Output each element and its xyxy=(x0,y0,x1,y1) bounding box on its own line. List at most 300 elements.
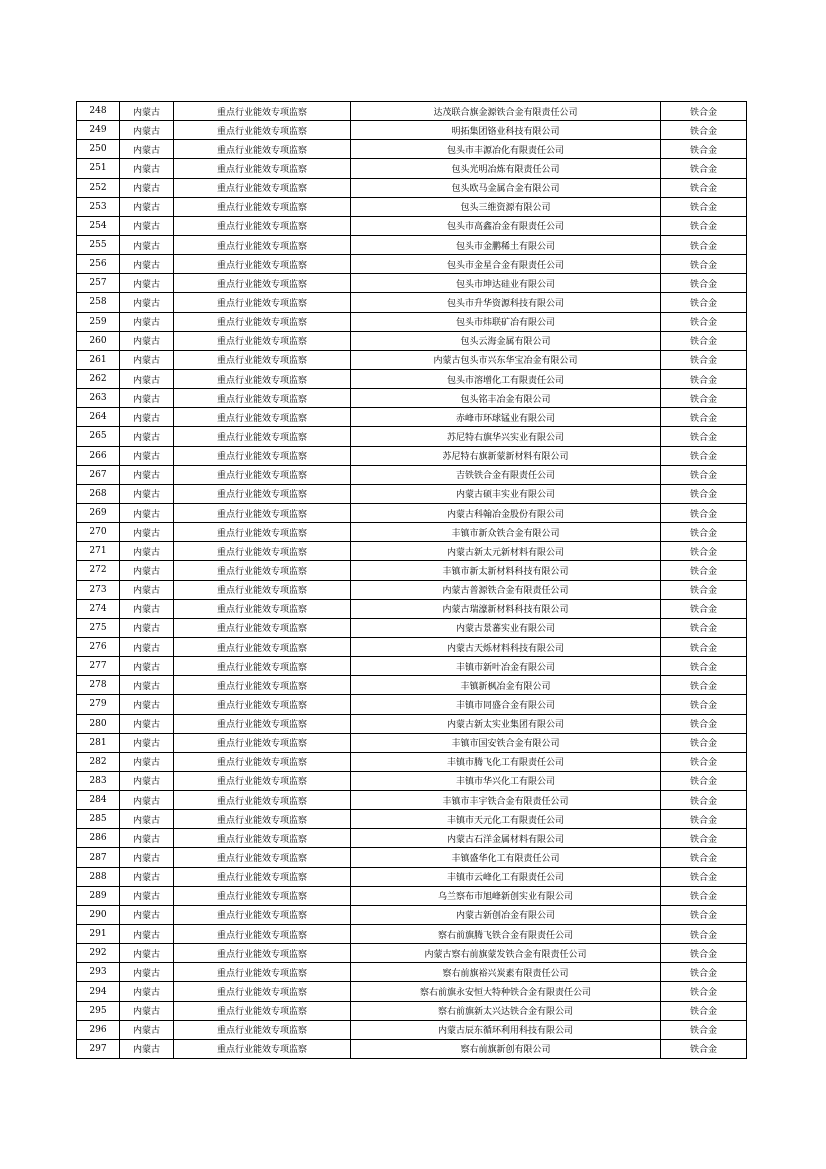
table-row xyxy=(77,102,747,121)
row-number: 293 xyxy=(77,963,120,982)
table-row xyxy=(77,657,747,676)
row-number: 295 xyxy=(77,1001,120,1020)
table-row xyxy=(77,676,747,695)
company-cell: 包头光明冶炼有限责任公司 xyxy=(351,159,661,178)
table-row xyxy=(77,963,747,982)
company-cell: 包头市高鑫冶金有限责任公司 xyxy=(351,216,661,235)
task-cell: 重点行业能效专项监察 xyxy=(174,255,351,274)
industry-cell: 铁合金 xyxy=(661,255,747,274)
region-cell: 内蒙古 xyxy=(120,542,174,561)
industry-cell: 铁合金 xyxy=(661,427,747,446)
industry-cell: 铁合金 xyxy=(661,695,747,714)
row-number: 271 xyxy=(77,542,120,561)
table-row xyxy=(77,848,747,867)
industry-cell: 铁合金 xyxy=(661,369,747,388)
task-cell: 重点行业能效专项监察 xyxy=(174,752,351,771)
table-row xyxy=(77,810,747,829)
industry-cell: 铁合金 xyxy=(661,886,747,905)
task-cell: 重点行业能效专项监察 xyxy=(174,886,351,905)
company-cell: 察右前旗裕兴炭素有限责任公司 xyxy=(351,963,661,982)
task-cell: 重点行业能效专项监察 xyxy=(174,1001,351,1020)
task-cell: 重点行业能效专项监察 xyxy=(174,561,351,580)
row-number: 279 xyxy=(77,695,120,714)
task-cell: 重点行业能效专项监察 xyxy=(174,580,351,599)
region-cell: 内蒙古 xyxy=(120,752,174,771)
region-cell: 内蒙古 xyxy=(120,771,174,790)
row-number: 268 xyxy=(77,484,120,503)
industry-cell: 铁合金 xyxy=(661,542,747,561)
company-cell: 包头欧马金属合金有限公司 xyxy=(351,178,661,197)
row-number: 266 xyxy=(77,446,120,465)
industry-cell: 铁合金 xyxy=(661,274,747,293)
table-row xyxy=(77,312,747,331)
industry-cell: 铁合金 xyxy=(661,331,747,350)
row-number: 284 xyxy=(77,791,120,810)
task-cell: 重点行业能效专项监察 xyxy=(174,905,351,924)
region-cell: 内蒙古 xyxy=(120,848,174,867)
company-cell: 丰镇市丰宇铁合金有限责任公司 xyxy=(351,791,661,810)
company-cell: 包头市升华资源科技有限公司 xyxy=(351,293,661,312)
row-number: 288 xyxy=(77,867,120,886)
row-number: 285 xyxy=(77,810,120,829)
row-number: 263 xyxy=(77,389,120,408)
table-row xyxy=(77,829,747,848)
region-cell: 内蒙古 xyxy=(120,484,174,503)
region-cell: 内蒙古 xyxy=(120,255,174,274)
industry-cell: 铁合金 xyxy=(661,848,747,867)
company-cell: 丰镇市云峰化工有限责任公司 xyxy=(351,867,661,886)
industry-cell: 铁合金 xyxy=(661,484,747,503)
row-number: 275 xyxy=(77,618,120,637)
task-cell: 重点行业能效专项监察 xyxy=(174,178,351,197)
row-number: 282 xyxy=(77,752,120,771)
industry-cell: 铁合金 xyxy=(661,178,747,197)
region-cell: 内蒙古 xyxy=(120,446,174,465)
region-cell: 内蒙古 xyxy=(120,618,174,637)
row-number: 270 xyxy=(77,523,120,542)
table-row xyxy=(77,1020,747,1039)
company-cell: 丰镇市天元化工有限责任公司 xyxy=(351,810,661,829)
table-row xyxy=(77,771,747,790)
region-cell: 内蒙古 xyxy=(120,178,174,197)
row-number: 256 xyxy=(77,255,120,274)
row-number: 262 xyxy=(77,369,120,388)
table-row xyxy=(77,427,747,446)
company-cell: 丰镇市华兴化工有限公司 xyxy=(351,771,661,790)
region-cell: 内蒙古 xyxy=(120,982,174,1001)
region-cell: 内蒙古 xyxy=(120,235,174,254)
table-row xyxy=(77,274,747,293)
region-cell: 内蒙古 xyxy=(120,197,174,216)
table-row xyxy=(77,293,747,312)
task-cell: 重点行业能效专项监察 xyxy=(174,1020,351,1039)
region-cell: 内蒙古 xyxy=(120,791,174,810)
company-cell: 内蒙古新创冶金有限公司 xyxy=(351,905,661,924)
company-cell: 丰镇市新太新材料科技有限公司 xyxy=(351,561,661,580)
company-cell: 丰镇市同盛合金有限公司 xyxy=(351,695,661,714)
region-cell: 内蒙古 xyxy=(120,369,174,388)
table-row xyxy=(77,982,747,1001)
task-cell: 重点行业能效专项监察 xyxy=(174,216,351,235)
table-row xyxy=(77,235,747,254)
task-cell: 重点行业能效专项监察 xyxy=(174,121,351,140)
row-number: 265 xyxy=(77,427,120,446)
industry-cell: 铁合金 xyxy=(661,944,747,963)
row-number: 276 xyxy=(77,637,120,656)
row-number: 259 xyxy=(77,312,120,331)
task-cell: 重点行业能效专项监察 xyxy=(174,944,351,963)
region-cell: 内蒙古 xyxy=(120,408,174,427)
table-row xyxy=(77,197,747,216)
table-row xyxy=(77,140,747,159)
table-row xyxy=(77,350,747,369)
table-row xyxy=(77,733,747,752)
row-number: 253 xyxy=(77,197,120,216)
region-cell: 内蒙古 xyxy=(120,963,174,982)
table-row xyxy=(77,599,747,618)
industry-cell: 铁合金 xyxy=(661,676,747,695)
table-row xyxy=(77,159,747,178)
table-row xyxy=(77,867,747,886)
industry-cell: 铁合金 xyxy=(661,963,747,982)
task-cell: 重点行业能效专项监察 xyxy=(174,312,351,331)
region-cell: 内蒙古 xyxy=(120,561,174,580)
company-cell: 察右前旗腾飞铁合金有限责任公司 xyxy=(351,925,661,944)
row-number: 292 xyxy=(77,944,120,963)
row-number: 278 xyxy=(77,676,120,695)
region-cell: 内蒙古 xyxy=(120,293,174,312)
row-number: 297 xyxy=(77,1039,120,1058)
company-cell: 包头市坤达硅业有限公司 xyxy=(351,274,661,293)
task-cell: 重点行业能效专项监察 xyxy=(174,618,351,637)
task-cell: 重点行业能效专项监察 xyxy=(174,197,351,216)
industry-cell: 铁合金 xyxy=(661,235,747,254)
row-number: 249 xyxy=(77,121,120,140)
task-cell: 重点行业能效专项监察 xyxy=(174,733,351,752)
company-cell: 丰镇市腾飞化工有限责任公司 xyxy=(351,752,661,771)
task-cell: 重点行业能效专项监察 xyxy=(174,1039,351,1058)
region-cell: 内蒙古 xyxy=(120,1001,174,1020)
row-number: 267 xyxy=(77,465,120,484)
industry-cell: 铁合金 xyxy=(661,216,747,235)
region-cell: 内蒙古 xyxy=(120,886,174,905)
table-row xyxy=(77,695,747,714)
company-cell: 察右前旗新太兴达铁合金有限公司 xyxy=(351,1001,661,1020)
company-cell: 包头市金鹏稀土有限公司 xyxy=(351,235,661,254)
row-number: 260 xyxy=(77,331,120,350)
row-number: 264 xyxy=(77,408,120,427)
company-cell: 苏尼特右旗华兴实业有限公司 xyxy=(351,427,661,446)
table-row xyxy=(77,925,747,944)
company-cell: 包头市炜联矿冶有限公司 xyxy=(351,312,661,331)
task-cell: 重点行业能效专项监察 xyxy=(174,982,351,1001)
industry-cell: 铁合金 xyxy=(661,312,747,331)
table-row xyxy=(77,408,747,427)
region-cell: 内蒙古 xyxy=(120,599,174,618)
industry-cell: 铁合金 xyxy=(661,465,747,484)
company-cell: 内蒙古天烁材料科技有限公司 xyxy=(351,637,661,656)
table-body xyxy=(77,102,747,1059)
table-row xyxy=(77,389,747,408)
table-row xyxy=(77,369,747,388)
region-cell: 内蒙古 xyxy=(120,925,174,944)
industry-cell: 铁合金 xyxy=(661,771,747,790)
region-cell: 内蒙古 xyxy=(120,350,174,369)
region-cell: 内蒙古 xyxy=(120,695,174,714)
industry-cell: 铁合金 xyxy=(661,102,747,121)
task-cell: 重点行业能效专项监察 xyxy=(174,427,351,446)
company-cell: 达茂联合旗金源铁合金有限责任公司 xyxy=(351,102,661,121)
industry-cell: 铁合金 xyxy=(661,752,747,771)
region-cell: 内蒙古 xyxy=(120,159,174,178)
company-cell: 内蒙古景蕃实业有限公司 xyxy=(351,618,661,637)
task-cell: 重点行业能效专项监察 xyxy=(174,676,351,695)
table-row xyxy=(77,255,747,274)
company-cell: 内蒙古察右前旗蒙发铁合金有限责任公司 xyxy=(351,944,661,963)
industry-cell: 铁合金 xyxy=(661,905,747,924)
company-cell: 丰镇市国安铁合金有限公司 xyxy=(351,733,661,752)
industry-cell: 铁合金 xyxy=(661,523,747,542)
task-cell: 重点行业能效专项监察 xyxy=(174,695,351,714)
task-cell: 重点行业能效专项监察 xyxy=(174,637,351,656)
industry-cell: 铁合金 xyxy=(661,503,747,522)
row-number: 261 xyxy=(77,350,120,369)
industry-cell: 铁合金 xyxy=(661,580,747,599)
region-cell: 内蒙古 xyxy=(120,274,174,293)
company-cell: 内蒙古辰东循环利用科技有限公司 xyxy=(351,1020,661,1039)
company-cell: 赤峰市环球锰业有限公司 xyxy=(351,408,661,427)
table-row xyxy=(77,714,747,733)
company-cell: 内蒙古科翰冶金股份有限公司 xyxy=(351,503,661,522)
region-cell: 内蒙古 xyxy=(120,676,174,695)
region-cell: 内蒙古 xyxy=(120,140,174,159)
table-row xyxy=(77,791,747,810)
industry-cell: 铁合金 xyxy=(661,159,747,178)
row-number: 294 xyxy=(77,982,120,1001)
industry-cell: 铁合金 xyxy=(661,925,747,944)
industry-cell: 铁合金 xyxy=(661,1039,747,1058)
industry-cell: 铁合金 xyxy=(661,982,747,1001)
industry-cell: 铁合金 xyxy=(661,350,747,369)
region-cell: 内蒙古 xyxy=(120,523,174,542)
company-cell: 包头市丰源冶化有限责任公司 xyxy=(351,140,661,159)
table-row xyxy=(77,446,747,465)
row-number: 257 xyxy=(77,274,120,293)
company-cell: 包头铭丰冶金有限公司 xyxy=(351,389,661,408)
company-cell: 乌兰察布市旭峰新创实业有限公司 xyxy=(351,886,661,905)
region-cell: 内蒙古 xyxy=(120,657,174,676)
industry-cell: 铁合金 xyxy=(661,1001,747,1020)
industry-cell: 铁合金 xyxy=(661,446,747,465)
task-cell: 重点行业能效专项监察 xyxy=(174,465,351,484)
task-cell: 重点行业能效专项监察 xyxy=(174,484,351,503)
company-cell: 丰镇市新众铁合金有限公司 xyxy=(351,523,661,542)
company-cell: 包头三维资源有限公司 xyxy=(351,197,661,216)
task-cell: 重点行业能效专项监察 xyxy=(174,963,351,982)
industry-cell: 铁合金 xyxy=(661,293,747,312)
table-row xyxy=(77,580,747,599)
region-cell: 内蒙古 xyxy=(120,389,174,408)
task-cell: 重点行业能效专项监察 xyxy=(174,331,351,350)
table-row xyxy=(77,944,747,963)
table-row xyxy=(77,503,747,522)
task-cell: 重点行业能效专项监察 xyxy=(174,771,351,790)
row-number: 274 xyxy=(77,599,120,618)
region-cell: 内蒙古 xyxy=(120,427,174,446)
task-cell: 重点行业能效专项监察 xyxy=(174,714,351,733)
table-row xyxy=(77,465,747,484)
company-cell: 内蒙古石洋金属材料有限公司 xyxy=(351,829,661,848)
row-number: 280 xyxy=(77,714,120,733)
company-cell: 内蒙古包头市兴东华宝冶金有限公司 xyxy=(351,350,661,369)
row-number: 289 xyxy=(77,886,120,905)
row-number: 296 xyxy=(77,1020,120,1039)
task-cell: 重点行业能效专项监察 xyxy=(174,293,351,312)
table-row xyxy=(77,1039,747,1058)
industry-cell: 铁合金 xyxy=(661,714,747,733)
row-number: 272 xyxy=(77,561,120,580)
region-cell: 内蒙古 xyxy=(120,829,174,848)
task-cell: 重点行业能效专项监察 xyxy=(174,102,351,121)
task-cell: 重点行业能效专项监察 xyxy=(174,925,351,944)
task-cell: 重点行业能效专项监察 xyxy=(174,235,351,254)
industry-cell: 铁合金 xyxy=(661,733,747,752)
company-cell: 包头市金星合金有限责任公司 xyxy=(351,255,661,274)
row-number: 283 xyxy=(77,771,120,790)
industry-cell: 铁合金 xyxy=(661,561,747,580)
company-cell: 丰镇盛华化工有限责任公司 xyxy=(351,848,661,867)
task-cell: 重点行业能效专项监察 xyxy=(174,350,351,369)
industry-cell: 铁合金 xyxy=(661,197,747,216)
task-cell: 重点行业能效专项监察 xyxy=(174,599,351,618)
row-number: 269 xyxy=(77,503,120,522)
company-cell: 察右前旗永安恒大特种铁合金有限责任公司 xyxy=(351,982,661,1001)
company-cell: 察右前旗新创有限公司 xyxy=(351,1039,661,1058)
industry-cell: 铁合金 xyxy=(661,121,747,140)
task-cell: 重点行业能效专项监察 xyxy=(174,408,351,427)
row-number: 254 xyxy=(77,216,120,235)
task-cell: 重点行业能效专项监察 xyxy=(174,829,351,848)
company-cell: 吉铁铁合金有限责任公司 xyxy=(351,465,661,484)
row-number: 255 xyxy=(77,235,120,254)
company-cell: 内蒙古新太实业集团有限公司 xyxy=(351,714,661,733)
task-cell: 重点行业能效专项监察 xyxy=(174,523,351,542)
row-number: 250 xyxy=(77,140,120,159)
table-row xyxy=(77,484,747,503)
row-number: 286 xyxy=(77,829,120,848)
row-number: 251 xyxy=(77,159,120,178)
table-row xyxy=(77,523,747,542)
table-row xyxy=(77,121,747,140)
region-cell: 内蒙古 xyxy=(120,733,174,752)
region-cell: 内蒙古 xyxy=(120,1020,174,1039)
task-cell: 重点行业能效专项监察 xyxy=(174,542,351,561)
task-cell: 重点行业能效专项监察 xyxy=(174,389,351,408)
row-number: 248 xyxy=(77,102,120,121)
table-row xyxy=(77,216,747,235)
industry-cell: 铁合金 xyxy=(661,408,747,427)
task-cell: 重点行业能效专项监察 xyxy=(174,274,351,293)
table-row xyxy=(77,561,747,580)
region-cell: 内蒙古 xyxy=(120,216,174,235)
industry-cell: 铁合金 xyxy=(661,829,747,848)
industry-cell: 铁合金 xyxy=(661,810,747,829)
industry-cell: 铁合金 xyxy=(661,637,747,656)
region-cell: 内蒙古 xyxy=(120,944,174,963)
industry-cell: 铁合金 xyxy=(661,599,747,618)
region-cell: 内蒙古 xyxy=(120,465,174,484)
region-cell: 内蒙古 xyxy=(120,714,174,733)
task-cell: 重点行业能效专项监察 xyxy=(174,657,351,676)
row-number: 258 xyxy=(77,293,120,312)
region-cell: 内蒙古 xyxy=(120,867,174,886)
region-cell: 内蒙古 xyxy=(120,1039,174,1058)
task-cell: 重点行业能效专项监察 xyxy=(174,791,351,810)
row-number: 281 xyxy=(77,733,120,752)
region-cell: 内蒙古 xyxy=(120,503,174,522)
task-cell: 重点行业能效专项监察 xyxy=(174,867,351,886)
region-cell: 内蒙古 xyxy=(120,905,174,924)
task-cell: 重点行业能效专项监察 xyxy=(174,503,351,522)
monitoring-table xyxy=(76,101,747,1059)
industry-cell: 铁合金 xyxy=(661,140,747,159)
region-cell: 内蒙古 xyxy=(120,810,174,829)
table-row xyxy=(77,637,747,656)
row-number: 287 xyxy=(77,848,120,867)
table-row xyxy=(77,1001,747,1020)
industry-cell: 铁合金 xyxy=(661,1020,747,1039)
industry-cell: 铁合金 xyxy=(661,389,747,408)
task-cell: 重点行业能效专项监察 xyxy=(174,159,351,178)
company-cell: 丰镇市新叶冶金有限公司 xyxy=(351,657,661,676)
region-cell: 内蒙古 xyxy=(120,312,174,331)
row-number: 252 xyxy=(77,178,120,197)
table-row xyxy=(77,886,747,905)
region-cell: 内蒙古 xyxy=(120,331,174,350)
region-cell: 内蒙古 xyxy=(120,102,174,121)
industry-cell: 铁合金 xyxy=(661,618,747,637)
row-number: 291 xyxy=(77,925,120,944)
company-cell: 明拓集团铬业科技有限公司 xyxy=(351,121,661,140)
task-cell: 重点行业能效专项监察 xyxy=(174,140,351,159)
company-cell: 包头云海金属有限公司 xyxy=(351,331,661,350)
table-row xyxy=(77,905,747,924)
company-cell: 苏尼特右旗新蒙新材料有限公司 xyxy=(351,446,661,465)
table-row xyxy=(77,331,747,350)
task-cell: 重点行业能效专项监察 xyxy=(174,369,351,388)
task-cell: 重点行业能效专项监察 xyxy=(174,810,351,829)
row-number: 273 xyxy=(77,580,120,599)
company-cell: 包头市溶增化工有限责任公司 xyxy=(351,369,661,388)
region-cell: 内蒙古 xyxy=(120,637,174,656)
industry-cell: 铁合金 xyxy=(661,657,747,676)
company-cell: 内蒙古新太元新材料有限公司 xyxy=(351,542,661,561)
task-cell: 重点行业能效专项监察 xyxy=(174,446,351,465)
row-number: 290 xyxy=(77,905,120,924)
company-cell: 丰镇新枫冶金有限公司 xyxy=(351,676,661,695)
industry-cell: 铁合金 xyxy=(661,791,747,810)
industry-cell: 铁合金 xyxy=(661,867,747,886)
table-row xyxy=(77,178,747,197)
task-cell: 重点行业能效专项监察 xyxy=(174,848,351,867)
company-cell: 内蒙古普源铁合金有限责任公司 xyxy=(351,580,661,599)
company-cell: 内蒙古硕丰实业有限公司 xyxy=(351,484,661,503)
region-cell: 内蒙古 xyxy=(120,121,174,140)
table-row xyxy=(77,752,747,771)
company-cell: 内蒙古瑞濠新材料科技有限公司 xyxy=(351,599,661,618)
table-row xyxy=(77,542,747,561)
region-cell: 内蒙古 xyxy=(120,580,174,599)
